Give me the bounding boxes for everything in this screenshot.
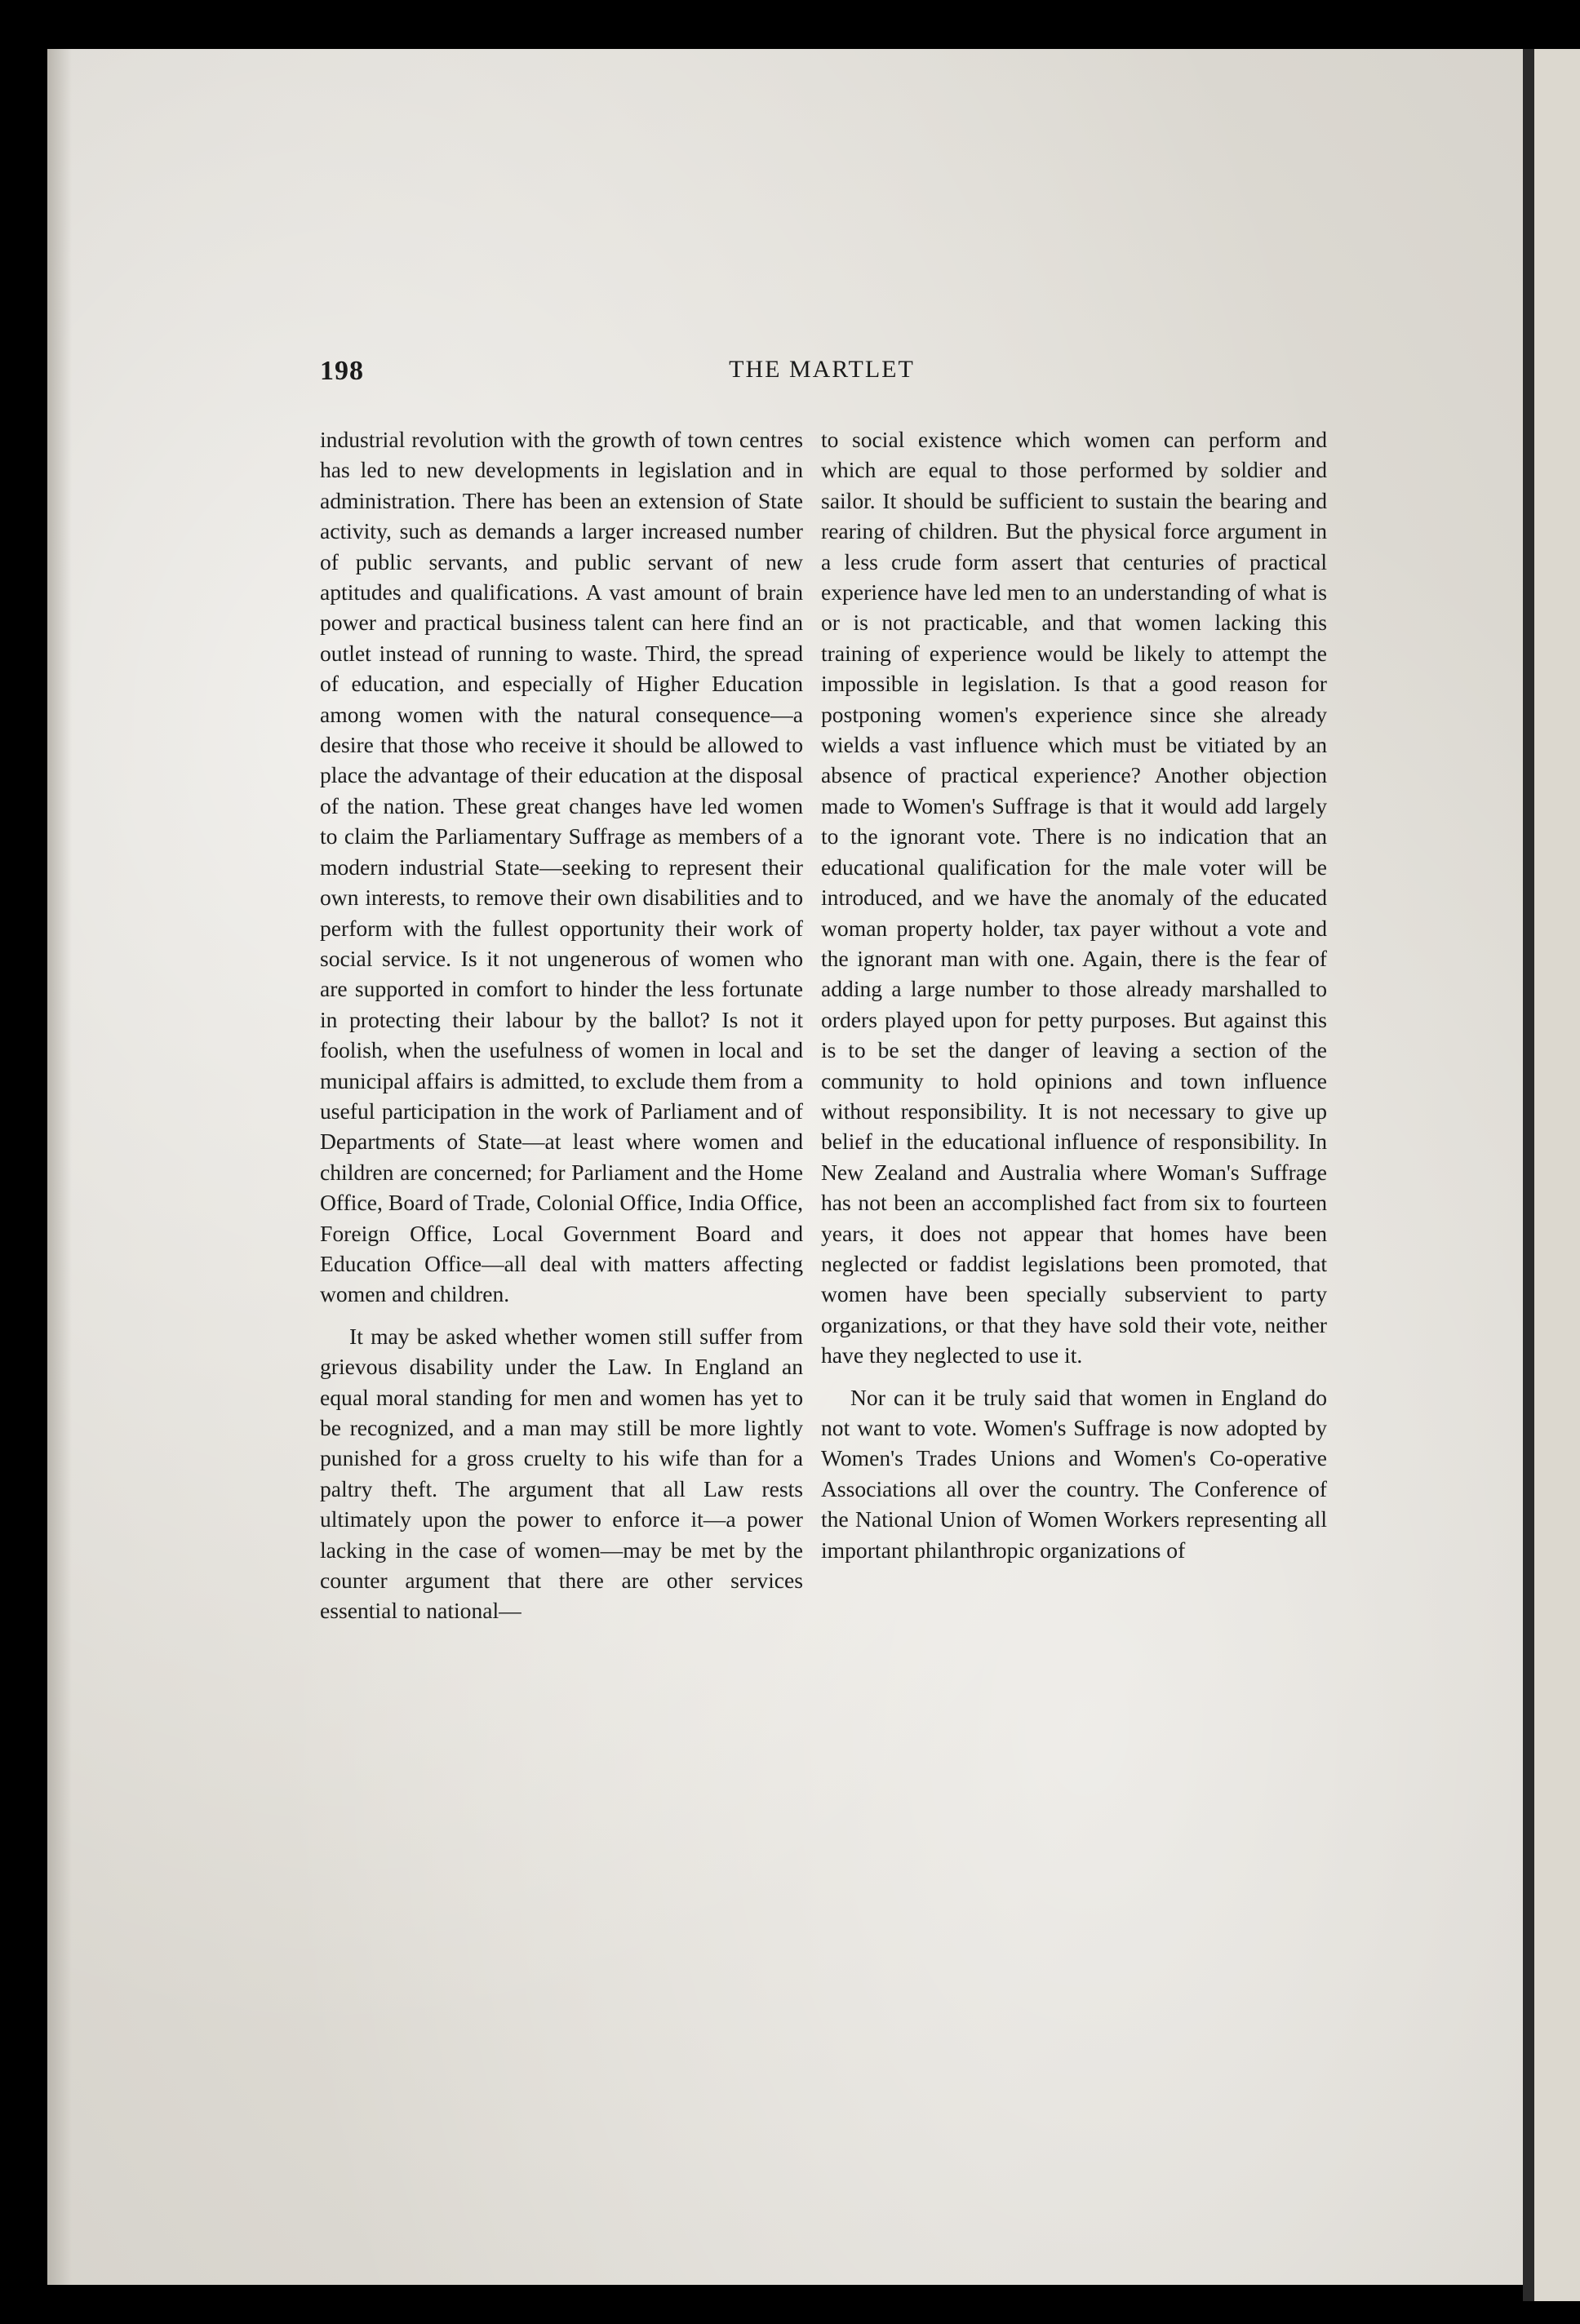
right-column <box>821 424 1327 1577</box>
facing-page-edge <box>1534 49 1580 2301</box>
right-paragraph-2: Nor can it be truly said that women in England do not want to vote. Women's Suffrage is now adopted by Women's Trades Unions and Women's Co-operative Associations all over the country. The Conference of the National Union of Women Workers representing all important philanthropic organizations of <box>821 1384 1327 1563</box>
page-edge-shadow <box>1523 49 1534 2301</box>
page-gutter-shadow <box>47 49 72 2285</box>
journal-title: THE MARTLET <box>729 356 915 383</box>
left-column <box>320 424 803 1638</box>
left-paragraph-1: industrial revolution with the growth of town centres has led to new developments in legislation and in administration. There has been an extension of State activity, such as demands a larger increased number of public servants, and public servant of new aptitudes and qualifications. A vast amount of brain power and practical business talent can here find an outlet instead of running to waste. Third, the spread of education, and especially of Higher Education among women with the natural consequence—a desire that those who receive it should be allowed to place the advantage of their education at the disposal of the nation. These great changes have led women to claim the Parliamentary Suffrage as members of a modern industrial State—seeking to represent their own interests, to remove their own disabilities and to perform with the fullest opportunity their work of social service. Is it not ungenerous of women who are supported in comfort to hinder the less fortunate in protecting their labour by the ballot? Is not it foolish, when the usefulness of women in local and municipal affairs is admitted, to exclude them from a useful participation in the work of Parliament and of Departments of State—at least where women and children are concerned; for Parliament and the Home Office, Board of Trade, Colonial Office, India Office, Foreign Office, Local Government Board and Education Office—all deal with matters affecting women and children. <box>320 427 803 1307</box>
left-paragraph-2: It may be asked whether women still suffer from grievous disability under the Law. In England an equal moral standing for men and women has yet to be recognized, and a man may still be more lightly punished for a gross cruelty to his wife than for a paltry theft. The argument that all Law rests ultimately upon the power to enforce it—a power lacking in the case of women—may be met by the counter argument that there are other services essential to national— <box>320 1323 803 1624</box>
running-head <box>320 356 1324 405</box>
page-number: 198 <box>320 356 364 386</box>
right-paragraph-1: to social existence which women can perform and which are equal to those performed by soldier and sailor. It should be sufficient to sustain the bearing and rearing of children. But the physical force argument in a less crude form assert that centuries of practical experience have led men to an understanding of what is or is not practicable, and that women lacking this training of experience would be likely to attempt the impossible in legislation. Is that a good reason for postponing women's experience since she already wields a vast influence which must be vitiated by an absence of practical experience? Another objection made to Women's Suffrage is that it would add largely to the ignorant vote. There is no indication that an educational qualification for the male voter will be introduced, and we have the anomaly of the educated woman property holder, tax payer without a vote and the ignorant man with one. Again, there is the fear of adding a large number to those already marshalled to orders played upon for petty purposes. But against this is to be set the danger of leaving a section of the community to hold opinions and town influence without responsibility. It is not necessary to give up belief in the educational influence of responsibility. In New Zealand and Australia where Woman's Suffrage has not been an accomplished fact from six to fourteen years, it does not appear that homes have been neglected or faddist legislations been promoted, that women have been specially subservient to party organizations, or that they have sold their vote, neither have they neglected to use it. <box>821 427 1327 1368</box>
